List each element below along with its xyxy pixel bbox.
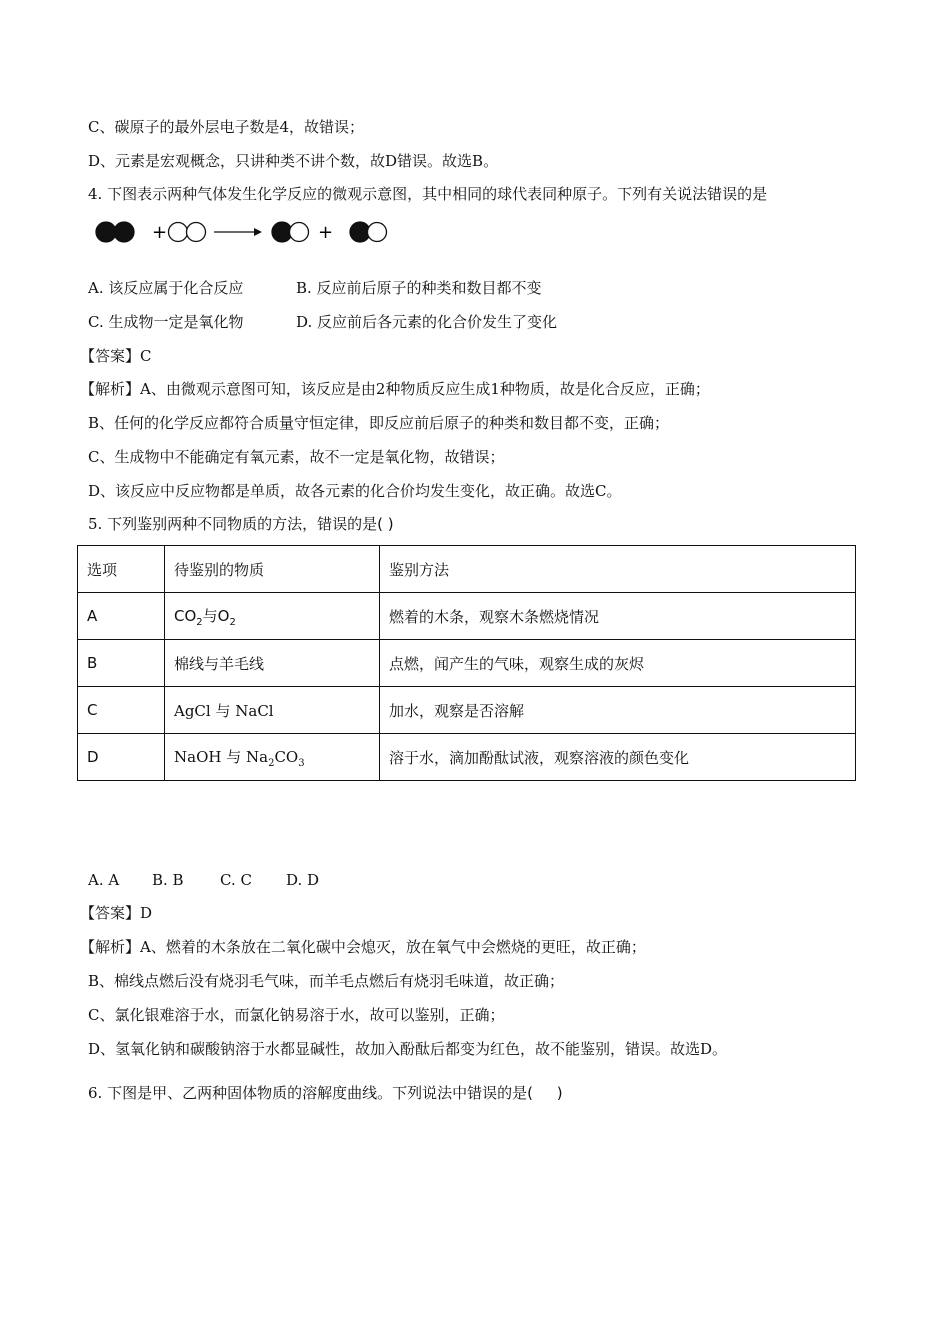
header-substance: 待鉴别的物质 [165,546,380,593]
q4-option-b: B. 反应前后原子的种类和数目都不变 [296,279,542,297]
q4-explain-c: C、生成物中不能确定有氧元素，故不一定是氧化物，故错误； [88,448,505,466]
q4-explain-a: 【解析】A、由微观示意图可知，该反应是由2种物质反应生成1种物质，故是化合反应，正确； [80,380,710,398]
product-molecule-2 [350,222,387,242]
q5-answer: 【答案】D [80,904,153,922]
row-option: C [78,687,165,734]
plus-sign: + [318,222,334,243]
q4-explain-b: B、任何的化学反应都符合质量守恒定律，即反应前后原子的种类和数目都不变，正确； [88,414,670,432]
q5-option-d: D. D [286,871,320,889]
q5-stem-text: 5. 下列鉴别两种不同物质的方法，错误的是 [88,515,378,533]
q5-explain-b: B、棉线点燃后没有烧羽毛气味，而羊毛点燃后有烧羽毛味道，故正确； [88,972,565,990]
reactant-molecule-white-white [169,223,206,242]
row-option: D [78,734,165,781]
table-header-row [78,546,856,593]
row-option: B [78,640,165,687]
row-method: 加水，观察是否溶解 [380,687,856,734]
plus-sign: + [152,222,168,243]
q4-option-d: D. 反应前后各元素的化合价发生了变化 [296,313,558,331]
q6-stem-text: 6. 下图是甲、乙两种固体物质的溶解度曲线。下列说法中错误的是 [88,1084,528,1102]
q3-explain-c: C、碳原子的最外层电子数是4，故错误； [88,118,365,136]
q4-stem: 4. 下图表示两种气体发生化学反应的微观示意图，其中相同的球代表同种原子。下列有关说法错误的是 [88,185,768,203]
q3-explain-d: D、元素是宏观概念，只讲种类不讲个数，故D错误。故选B。 [88,152,499,170]
q5-explain-c: C、氯化银难溶于水，而氯化钠易溶于水，故可以鉴别，正确； [88,1006,505,1024]
q4-answer: 【答案】C [80,347,152,365]
q5-explain-a: 【解析】A、燃着的木条放在二氧化碳中会熄灭，放在氧气中会燃烧的更旺，故正确； [80,938,646,956]
table-row [78,734,856,781]
row-option: A [78,593,165,640]
row-substance: NaOH 与 $Na_2CO_3$ [165,734,380,781]
q4-option-a: A. 该反应属于化合反应 [88,279,244,297]
reaction-arrow-icon [214,228,262,236]
table-row [78,687,856,734]
q4-option-c: C. 生成物一定是氧化物 [88,313,244,331]
row-method: 燃着的木条，观察木条燃烧情况 [380,593,856,640]
product-molecule-1 [272,222,309,242]
row-substance: 棉线与羊毛线 [165,640,380,687]
q6-stem-bracket: ( ) [527,1084,563,1102]
header-option: 选项 [78,546,165,593]
row-substance: $CO_2$与$O_2$ [165,593,380,640]
row-method: 溶于水，滴加酚酞试液，观察溶液的颜色变化 [380,734,856,781]
q5-option-b: B. B [152,871,184,889]
q6-stem [88,1083,563,1103]
q5-option-a: A. A [88,871,120,889]
reactant-molecule-black-black [96,222,134,242]
q4-explain-d: D、该反应中反应物都是单质，故各元素的化合价均发生变化，故正确。故选C。 [88,482,622,500]
q5-table [77,545,856,781]
table-row [78,593,856,640]
header-method: 鉴别方法 [380,546,856,593]
q5-stem-bracket: ( ) [377,515,394,533]
row-substance: AgCl 与 NaCl [165,687,380,734]
row-method: 点燃，闻产生的气味，观察生成的灰烬 [380,640,856,687]
q5-explain-d: D、氢氧化钠和碳酸钠溶于水都显碱性，故加入酚酞后都变为红色，故不能鉴别，错误。故选D。 [88,1040,728,1058]
table-row [78,640,856,687]
reaction-diagram [92,218,402,248]
q5-stem [88,514,394,534]
q5-option-c: C. C [220,871,252,889]
